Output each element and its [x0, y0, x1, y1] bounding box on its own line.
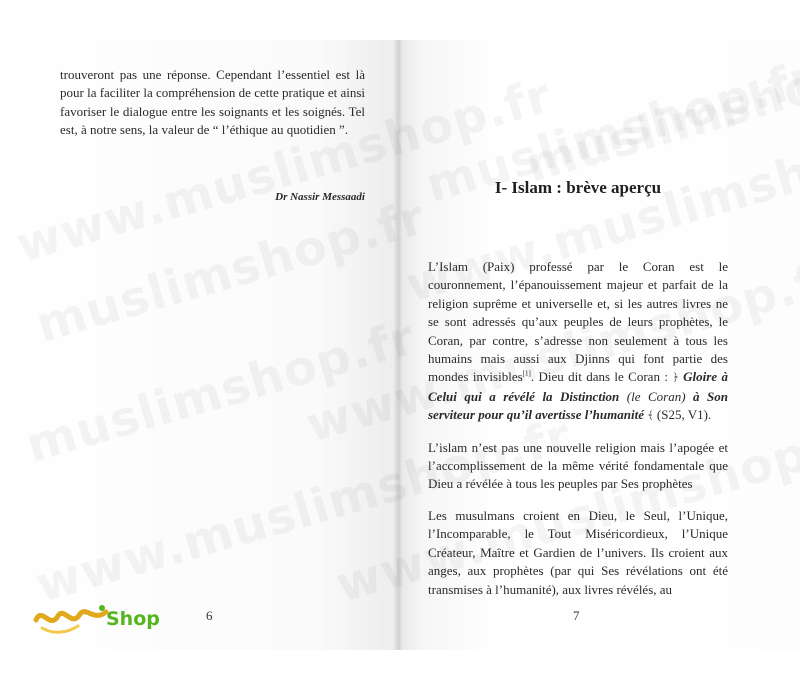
- footnote-marker: [1]: [522, 370, 531, 379]
- quote-open-ornament: ﴿: [672, 372, 679, 385]
- paragraph-beliefs: Les musulmans croient en Dieu, le Seul, l’Unique, l’Incomparable, le Tout Miséricordieux, l’Unique Créateur, Maître et Gardien de l’univers. Ils croient aux anges, aux prophètes (par qui Ses révélations ont été transmises à l’humanité), aux livres révélés, au: [428, 507, 728, 597]
- author-signature: Dr Nassir Messaadi: [275, 191, 365, 203]
- right-page-body: [428, 258, 728, 612]
- logo-swirl-icon: [32, 600, 112, 640]
- page-number-left: 6: [206, 608, 213, 623]
- quote-close-ornament: ﴾: [647, 410, 654, 423]
- quote-text: Gloire à Celui qui a révélé la Distinction: [428, 369, 728, 404]
- paragraph-not-new-religion: L’islam n’est pas une nouvelle religion mais l’apogée et l’accomplissement de la même vérité fondamentale que Dieu a révélée à tous les peuples par Ses prophètes: [428, 439, 728, 492]
- verse-reference: (S25, V1).: [653, 407, 712, 423]
- shop-logo: [32, 600, 172, 640]
- left-page-paragraph: trouveront pas une réponse. Cependant l’essentiel est là pour la faciliter la compréhension de cette pratique et ainsi favoriser le dialogue entre les soignants et les soignés. Tel est, à notre sens, la valeur de “ l’éthique au quotidien ”.: [60, 67, 366, 137]
- book-gutter: [394, 40, 402, 650]
- quote-text-aside: (le Coran): [626, 388, 686, 404]
- quote-text: à Son serviteur pour qu’il avertisse l’humanité: [428, 388, 728, 423]
- text-run: . Dieu dit dans le Coran :: [530, 369, 673, 385]
- section-title: I- Islam : brève aperçu: [494, 178, 662, 197]
- logo-text: Shop: [106, 608, 160, 630]
- page-number-right: 7: [573, 608, 580, 623]
- text-run: L’Islam (Paix) professé par le Coran est le couronnement, l’épanouissement majeur et parfait de la religion suprême et universelle et, si les autres livres ne se sont adressés qu’aux peuples de leurs prophètes, le Coran, par contre, s’adresse non seulement à tous les humains mais aussi aux Djinns qui font partie des mondes invisibles: [428, 259, 728, 385]
- paragraph-islam-intro: [428, 258, 728, 426]
